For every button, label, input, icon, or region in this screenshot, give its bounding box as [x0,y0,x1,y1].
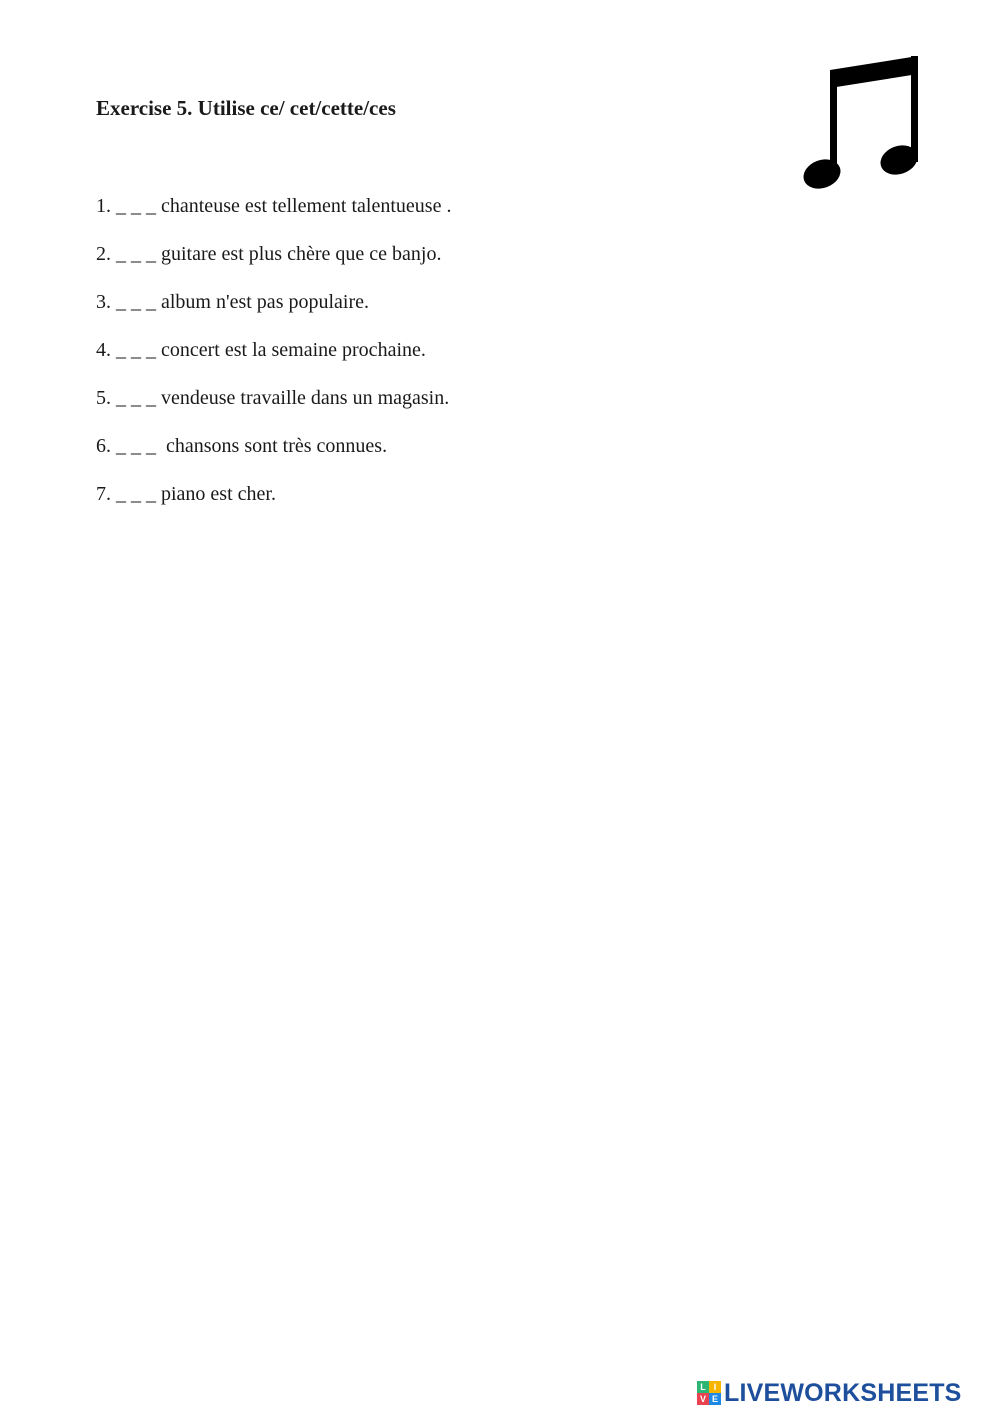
music-note-icon [800,52,924,196]
brand-mark-letter: L [697,1381,709,1393]
brand-mark-icon [697,1381,721,1405]
brand-mark-letter: E [709,1393,721,1405]
page-title: Exercise 5. Utilise ce/ cet/cette/ces [96,96,396,120]
exercise-item-2: 2. _ _ _ guitare est plus chère que ce banjo. [96,243,442,265]
exercise-item-7: 7. _ _ _ piano est cher. [96,483,276,505]
exercise-list [96,192,451,528]
brand-name: LIVEWORKSHEETS [724,1379,962,1407]
exercise-item-6: 6. _ _ _ chansons sont très connues. [96,435,388,457]
brand-logo [697,1378,962,1408]
exercise-item-5: 5. _ _ _ vendeuse travaille dans un magasin. [96,387,450,409]
exercise-item-3: 3. _ _ _ album n'est pas populaire. [96,291,369,313]
exercise-item-4: 4. _ _ _ concert est la semaine prochaine. [96,339,426,361]
brand-mark-letter: V [697,1393,709,1405]
exercise-item-1: 1. _ _ _ chanteuse est tellement talentueuse . [96,195,452,217]
brand-mark-letter: I [709,1381,721,1393]
